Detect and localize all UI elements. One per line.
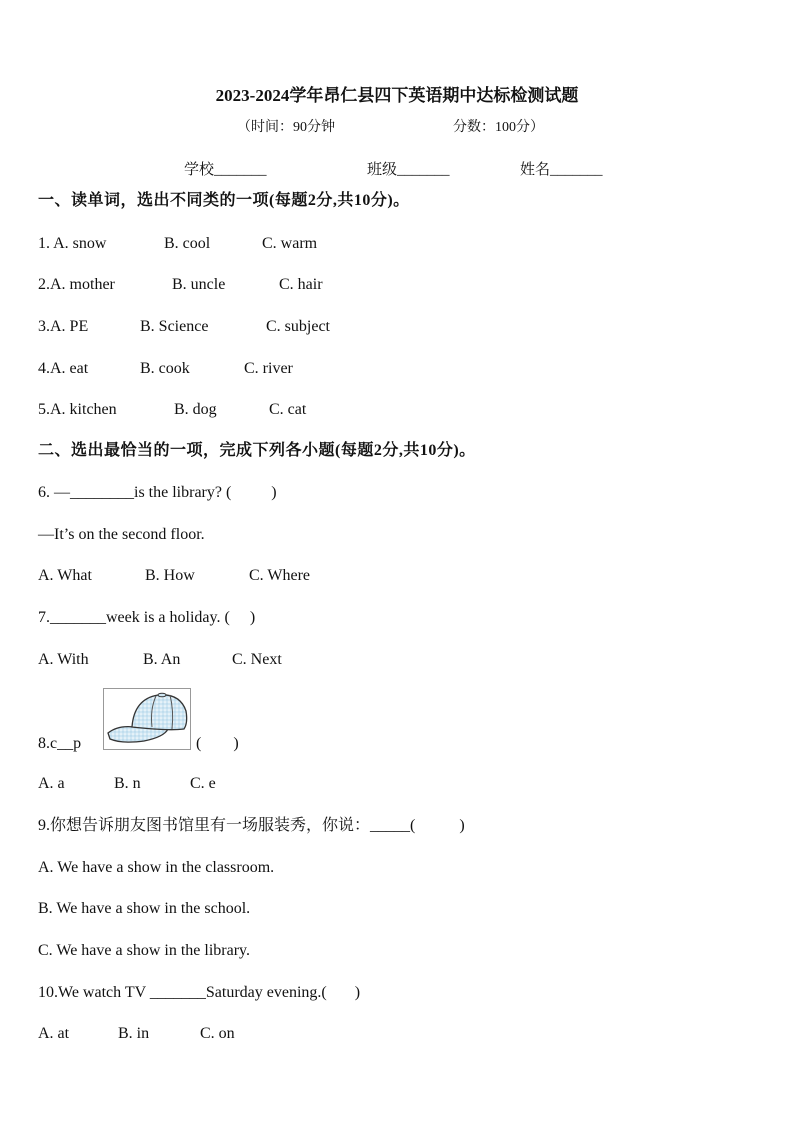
section2-heading: 二、选出最恰当的一项，完成下列各小题(每题2分,共10分)。 xyxy=(38,442,476,459)
question-9-stem: 9.你想告诉朋友图书馆里有一场服装秀，你说：_____( ) xyxy=(38,817,465,834)
q10-option-b: B. in xyxy=(118,1025,150,1042)
q8-option-b: B. n xyxy=(114,775,141,792)
q7-option-b: B. An xyxy=(143,651,181,668)
class-field: 班级_______ xyxy=(367,162,450,178)
question-7-options xyxy=(38,650,282,730)
q7-option-c: C. Next xyxy=(232,651,282,668)
page-title: 2023-2024学年昂仁县四下英语期中达标检测试题 xyxy=(215,86,579,105)
q2-option-c: C. hair xyxy=(279,276,323,293)
school-field: 学校_______ xyxy=(184,162,267,178)
cap-image xyxy=(103,688,191,750)
q1-option-a: 1. A. snow xyxy=(38,235,107,252)
question-8-options xyxy=(38,774,216,854)
q9-option-c: C. We have a show in the library. xyxy=(38,942,250,959)
question-6-reply: —It’s on the second floor. xyxy=(38,526,205,543)
q2-option-a: 2.A. mother xyxy=(38,276,115,293)
name-field: 姓名_______ xyxy=(520,162,603,178)
cap-icon xyxy=(104,689,190,749)
question-6-stem: 6. —________is the library? ( ) xyxy=(38,484,277,501)
q6-option-c: C. Where xyxy=(249,567,311,584)
q6-option-b: B. How xyxy=(145,567,195,584)
question-10-stem: 10.We watch TV _______Saturday evening.( ) xyxy=(38,984,361,1001)
q4-option-c: C. river xyxy=(244,360,293,377)
exam-time: （时间：90分钟 xyxy=(237,120,335,135)
question-7-stem: 7._______week is a holiday. ( ) xyxy=(38,609,256,626)
q9-option-b: B. We have a show in the school. xyxy=(38,900,251,917)
q1-option-c: C. warm xyxy=(262,235,318,252)
section1-heading: 一、读单词，选出不同类的一项(每题2分,共10分)。 xyxy=(38,192,410,209)
question-8-stem: 8.c__p xyxy=(38,735,82,752)
q2-option-b: B. uncle xyxy=(172,276,226,293)
q3-option-c: C. subject xyxy=(266,318,330,335)
q4-option-b: B. cook xyxy=(140,360,190,377)
q5-option-c: C. cat xyxy=(269,401,307,418)
q1-option-b: B. cool xyxy=(164,235,211,252)
question-8-paren: ( ) xyxy=(196,735,239,752)
q10-option-a: A. at xyxy=(38,1025,70,1042)
q3-option-a: 3.A. PE xyxy=(38,318,89,335)
q5-option-b: B. dog xyxy=(174,401,217,418)
question-10-options xyxy=(38,1024,235,1104)
q8-option-c: C. e xyxy=(190,775,216,792)
q3-option-b: B. Science xyxy=(140,318,209,335)
exam-score: 分数：100分） xyxy=(453,120,544,135)
q4-option-a: 4.A. eat xyxy=(38,360,89,377)
q8-option-a: A. a xyxy=(38,775,65,792)
q9-option-a: A. We have a show in the classroom. xyxy=(38,859,275,876)
q7-option-a: A. With xyxy=(38,651,89,668)
q5-option-a: 5.A. kitchen xyxy=(38,401,117,418)
q10-option-c: C. on xyxy=(200,1025,235,1042)
q6-option-a: A. What xyxy=(38,567,92,584)
